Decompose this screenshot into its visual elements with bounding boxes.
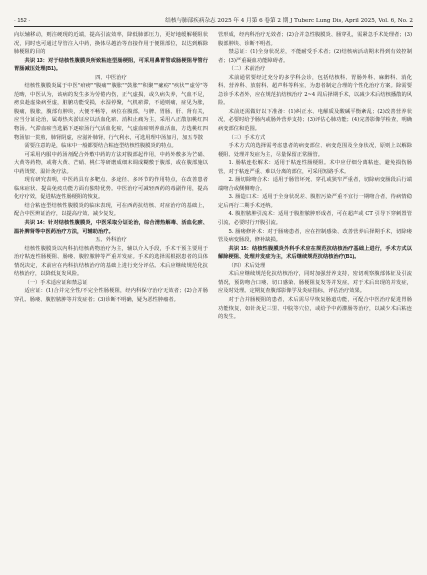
body-paragraph [218,210,412,227]
paragraph-text: 管形成，经内科治疗无效者；(2)合并急性腹膜炎、肠穿孔，需紧急手术处理者；(3)腹部肿块、诊断不明者。 [218,32,412,47]
body-paragraph [218,74,412,108]
consensus-label: 共识 13： [24,57,48,64]
paragraph-text: （四）术后处理 [228,262,266,269]
paragraph-text: 结核性腹膜炎属于中医"疳痨""腹痛""腹胀""鼓胀""积聚""瘰疬""疾状""虚劳"等范畴，中医认为，该病的发生多为劳倦内伤，正气虚损，或久病失养，气血不足，痨虫趁虚染病至虚，脏腑功能受损，水湿停聚，气机瘀滞，不通则痛，症见为胀，腹痛，腹胀，腹部有肿块，大便不畅等，病位在腹部，与脾、胃肠、肝、肾有关，应当分证论治，属毒热夹淤证应以活血化瘀、消积止痛为主，采用八正散加桃红四物汤。气滞血瘀当选膈下逐瘀汤行气活血化瘀，气虚血瘀则养血活血，方选桃红四物汤加一贯煎，肺肾阴虚，应滋补肺肾，行气利水，可选用理中汤加月，加五苓散 [14,83,208,141]
paragraph-text: 术后应继续规范化抗结核治疗，同时加强营养支持，密切观察腹部体征及引流情况，预防吻合口瘘、切口感染、肠梗阻复发等并发症。对于术后出现的并发症，应及时处理。定期复查腹部影像学及炎症指标，评估治疗效果。 [218,271,412,295]
body-paragraph [14,31,208,57]
journal-citation: 结核与肺部疾病杂志 2025 年 4 月第 6 卷第 2 期 J Tuberc Lung Dis, April 2025, Vol. 6, No. 2 [165,18,413,24]
body-paragraph [14,287,208,304]
body-paragraph [218,159,412,176]
paragraph-text: 3. 肠造口术：适用于全身状况差、腹腔污染严重不宜行一期吻合者，待病情稳定后再行二期手术还纳。 [218,194,412,209]
body-paragraph [218,134,412,143]
body-paragraph [14,245,208,279]
body-paragraph [218,31,412,48]
body-paragraph [14,176,208,202]
section-heading: 四、中医治疗 [95,74,127,81]
body-paragraph [218,142,412,159]
paragraph-text: 现有研究表明，中医药具有多靶点、多途径、多环节的作用特点，在改善患者临床症状、提高免疫功能方面有独特优势。中医治疗可减轻西药的毒副作用，提高化疗疗效，促进粘连性肠梗阻的恢复。 [14,177,208,201]
body-paragraph [218,228,412,245]
body-paragraph [218,296,412,322]
body-paragraph [218,108,412,134]
body-paragraph [218,270,412,296]
paragraph-text: 对于合并肠梗阻的患者，术后需尽早恢复肠道功能，可配合中医治疗促进胃肠功能恢复，如针灸足三里、中脘等穴位，或给予中药灌肠等治疗，以减少术后粘连的发生。 [218,296,412,321]
body-paragraph [218,262,412,271]
header-rule [14,26,413,27]
body-paragraph [218,193,412,210]
consensus-paragraph [14,57,208,74]
paragraph-text: 对于结核性腹膜炎所致粘连型肠梗阻，可采用鼻胃管或肠梗阻导管行胃肠减压处理(B1)。 [14,57,208,73]
paragraph-text: 术前还需做好以下准备：(1)纠正水、电解质及酸碱平衡紊乱；(2)改善营养状况，必要时给予肠内或肠外营养支持；(3)评估心肺功能；(4)完善影像学检查，明确病变部位和范围。 [218,108,412,133]
paragraph-text: 2. 肠切除吻合术：适用于肠管坏死、穿孔或狭窄严重者，切除病变肠段后行端端吻合或侧侧吻合。 [218,177,412,192]
paragraph-text: （一）手术适应证和禁忌证 [24,279,88,286]
body-paragraph [14,279,208,288]
body-paragraph [14,202,208,219]
paragraph-text: 结核性腹膜炎以内科抗结核药物治疗为主，辅以介入手段，手术干预主要用于治疗粘连性肠梗阻、肠瘘、腹腔脓肿等严重并发症。手术的选择需根据患者的具体情况决定，术前应在内科抗结核治疗的基础上进行充分评估。术后应继续规范化抗结核治疗，以降低复发风险。 [14,245,208,278]
right-column [218,31,412,567]
consensus-paragraph [14,219,208,236]
body-paragraph [14,142,208,151]
paragraph-text: （二）术前治疗 [228,66,266,73]
paragraph-text: 结合粘连型结核性腹膜炎的临床表现，可在西药抗结核、对症治疗的基础上，配合中医辨证治疗，以提高疗效、减少复发。 [14,202,208,218]
paragraph-text: 1. 肠粘连松解术：适用于粘连性肠梗阻。术中应仔细分离粘连，避免损伤肠管，对于粘连严重、难以分离的部位，可采用短路手术。 [218,160,412,175]
body-paragraph [218,48,412,65]
paragraph-text: 针对结核性腹膜炎，中医采取分证论治，综合清热解毒、活血化瘀、温补脾肾等中医药治疗方法，可辅助治疗。 [14,220,208,235]
paragraph-text: 4. 腹腔脓肿引流术：适用于腹腔脓肿形成者，可在超声或 CT 引导下穿刺置管引流，必要时行开腹引流。 [218,211,412,227]
paragraph-text: 禁忌证：(1)全身状况差，不能耐受手术者；(2)结核病活动期未得到有效控制者；(3)严重凝血功能障碍者。 [218,49,412,64]
paragraph-text: 术前通常要经过充分的多学科会诊，包括结核科、胃肠外科、麻醉科、消化科、营养科、放射科、超声科等科室，为患者制定合理的个性化治疗方案。除需要急诊手术者外，应在规范抗结核治疗 2~4 周后择期手术，以减少术后结核播散的风险。 [218,74,412,107]
consensus-label: 共识 14： [24,220,48,227]
body-paragraph [14,82,208,142]
body-paragraph [218,65,412,74]
paragraph-text: 适应证：(1)合并完全性/不完全性肠梗阻，经内科保守治疗无效者；(2)合并肠穿孔、肠瘘、腹腔脓肿等并发症者；(3)诊断不明确，疑为恶性肿瘤者。 [14,288,208,303]
left-column [14,31,208,567]
page-number: · 152 · [14,18,31,24]
consensus-paragraph [218,245,412,262]
consensus-label: 共识 15： [228,245,252,252]
paragraph-text: 结核性腹膜炎外科手术应在规范抗结核治疗基础上进行，手术方式以解除梗阻、处理并发症为主，术后继续规范抗结核治疗(B1)。 [218,245,412,261]
section-heading: 五、外科治疗 [95,237,127,244]
paragraph-text: 向坛辅移动，则注硬现的近端，提高引流效率，降低肺部压力，更好地缓解梗阻状况，同时也可通过导管注入中药，换体尽越治等直接作用于便阻部位，以达到解除肺梗阻的目的 [14,32,208,56]
paragraph-text: 手术方式的选择需考虑患者的病变部位、病变范围及全身状况，原则上以解除梗阻、处理并发症为主，尽量保留正常肠管。 [218,143,412,158]
body-paragraph [218,176,412,193]
paragraph-text: 5. 肠瘘修补术：对于肠瘘患者，应在控制感染、改善营养后择期手术，切除瘘管及病变肠段，修补缺损。 [218,228,412,244]
running-header [14,10,413,24]
body-paragraph [14,151,208,177]
paragraph-text: 可采用内服中药汤剂配合外敷中药的方法对腹部起作用，中药外敷多为芒硝、大黄等药物，或将大黄、芒硝、桃仁等研磨成细末调成糊敷于腹部，或在腹部施以中药烫熨、温针灸疗法。 [14,151,208,175]
paragraph-text: （三）手术方式 [228,134,266,141]
paragraph-text: 需要注意的是，临床中一般都要结合粘连型结核性腹膜炎的特点。 [24,143,177,150]
